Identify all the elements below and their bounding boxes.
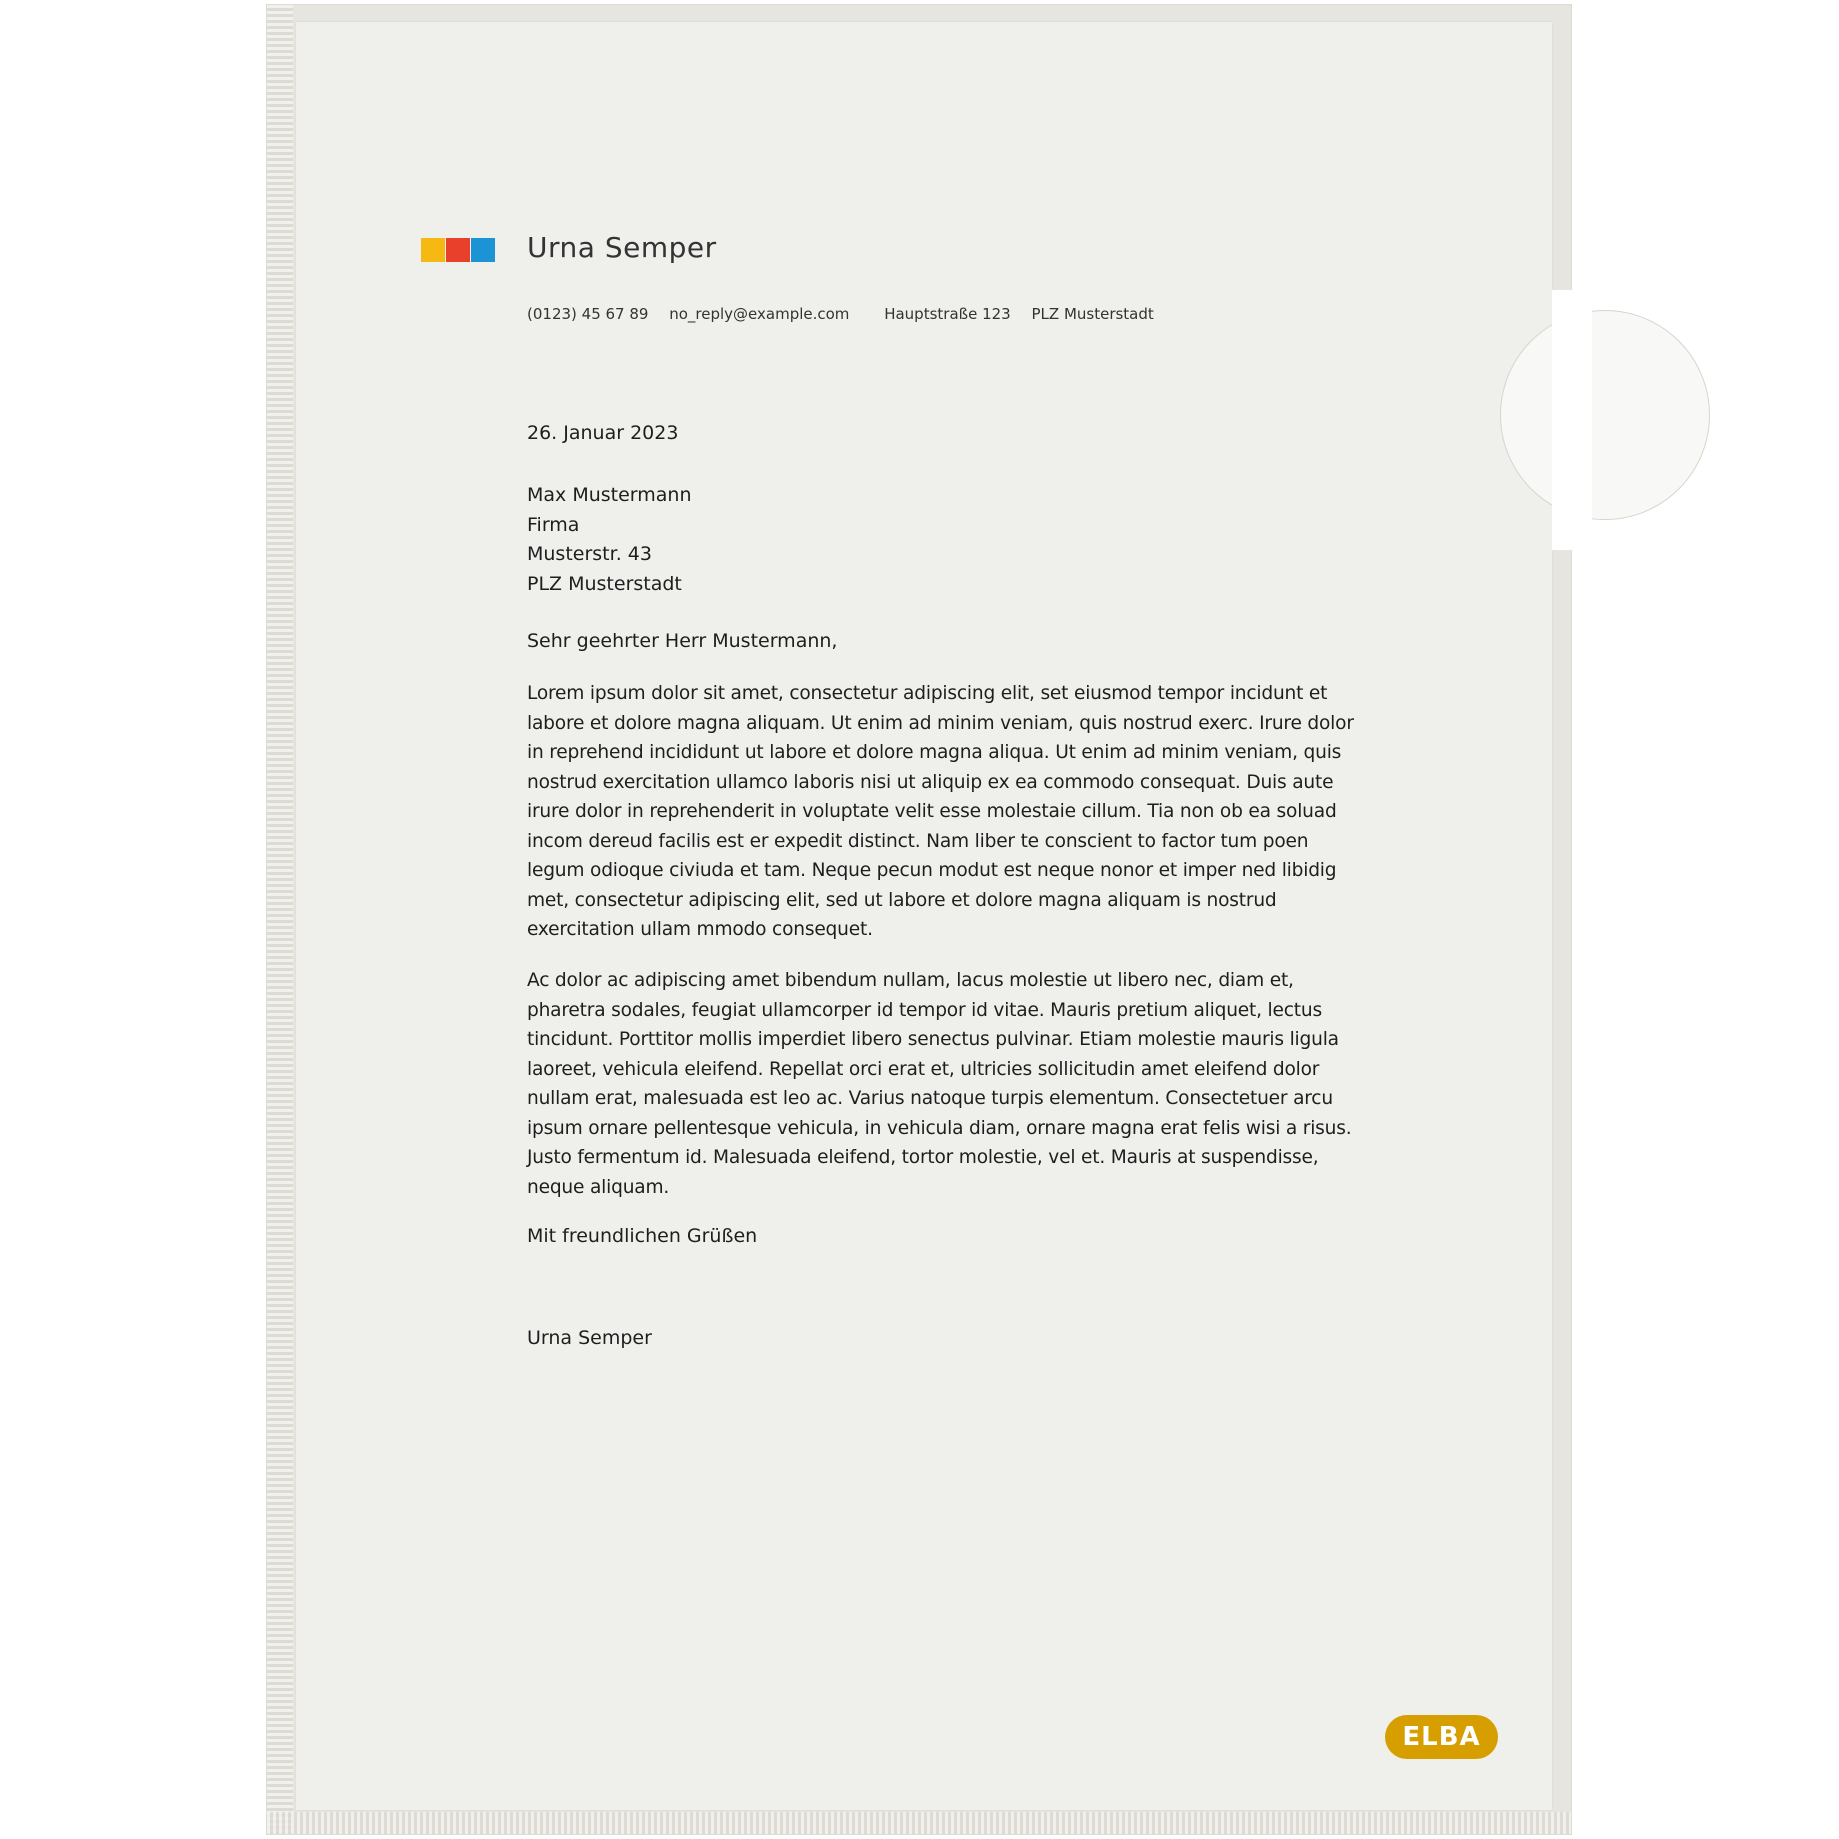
sleeve-weld-seam-left [267, 5, 293, 1834]
letter-paragraph-1: Lorem ipsum dolor sit amet, consectetur adipiscing elit, set eiusmod tempor incidunt et labore et dolore magna aliquam. Ut enim ad minim veniam, quis nostrud exerc. Irure dolor in reprehend incididunt ut labore et dolore magna aliqua. Ut enim ad minim veniam, quis nostrud exercitation ullamco laboris nisi ut aliquip ex ea commodo consequat. Duis aute irure dolor in reprehenderit in voluptate velit esse molestaie cillum. Tia non ob ea soluad incom dereud facilis est er expedit distinct. Nam liber te conscient to factor tum poen legum odioque civiuda et tam. Neque pecun modut est neque nonor et imper ned libidig met, consectetur adipiscing elit, sed ut labore et dolore magna aliquam is nostrud exercitation ullam mmodo consequet. [527, 683, 1354, 940]
recipient-address [527, 481, 1367, 599]
recipient-street: Musterstr. 43 [527, 543, 652, 565]
letter-closing: Mit freundlichen Grüßen [527, 1225, 758, 1247]
contact-email: no_reply@example.com [669, 305, 850, 323]
logo-square-yellow [421, 238, 445, 262]
recipient-name: Max Mustermann [527, 484, 692, 506]
letterhead-contact-line [527, 305, 1170, 323]
logo-square-red [446, 238, 470, 262]
sleeve-weld-seam-bottom [267, 1812, 1571, 1834]
letter-signature: Urna Semper [527, 1327, 652, 1349]
letter-date: 26. Januar 2023 [527, 422, 679, 444]
thumb-cutout [1500, 310, 1710, 520]
recipient-city: PLZ Musterstadt [527, 572, 682, 595]
letter-salutation: Sehr geehrter Herr Mustermann, [527, 630, 838, 652]
brand-logo [1385, 1715, 1498, 1759]
letter-paragraph-2: Ac dolor ac adipiscing amet bibendum nullam, lacus molestie ut libero nec, diam et, pharetra sodales, feugiat ullamcorper id tempor id vitae. Mauris pretium aliquet, lectus tincidunt. Porttitor mollis imperdiet libero senectus pulvinar. Etiam molestie mauris ligula laoreet, vehicula eleifend. Repellat orci erat et, ultricies sollicitudin amet eleifend dolor nullam erat, malesuada est leo ac. Varius natoque turpis elementum. Consectetuer arcu ipsum ornare pellentesque vehicula, in vehicula diam, ornare magna erat felis wisi a risus. Justo fermentum id. Malesuada eleifend, tortor molestie, vel et. Mauris at suspendisse, neque aliquam. [527, 970, 1352, 1198]
letterhead-name: Urna Semper [527, 231, 717, 264]
brand-logo-text: ELBA [1402, 1722, 1481, 1752]
thumb-cutout-mask [1552, 290, 1592, 550]
contact-phone: (0123) 45 67 89 [527, 305, 649, 323]
contact-city: PLZ Musterstadt [1031, 305, 1154, 323]
logo-square-blue [471, 238, 495, 262]
letterhead-logo [421, 238, 495, 262]
recipient-company: Firma [527, 513, 580, 536]
contact-street: Hauptstraße 123 [884, 305, 1011, 323]
